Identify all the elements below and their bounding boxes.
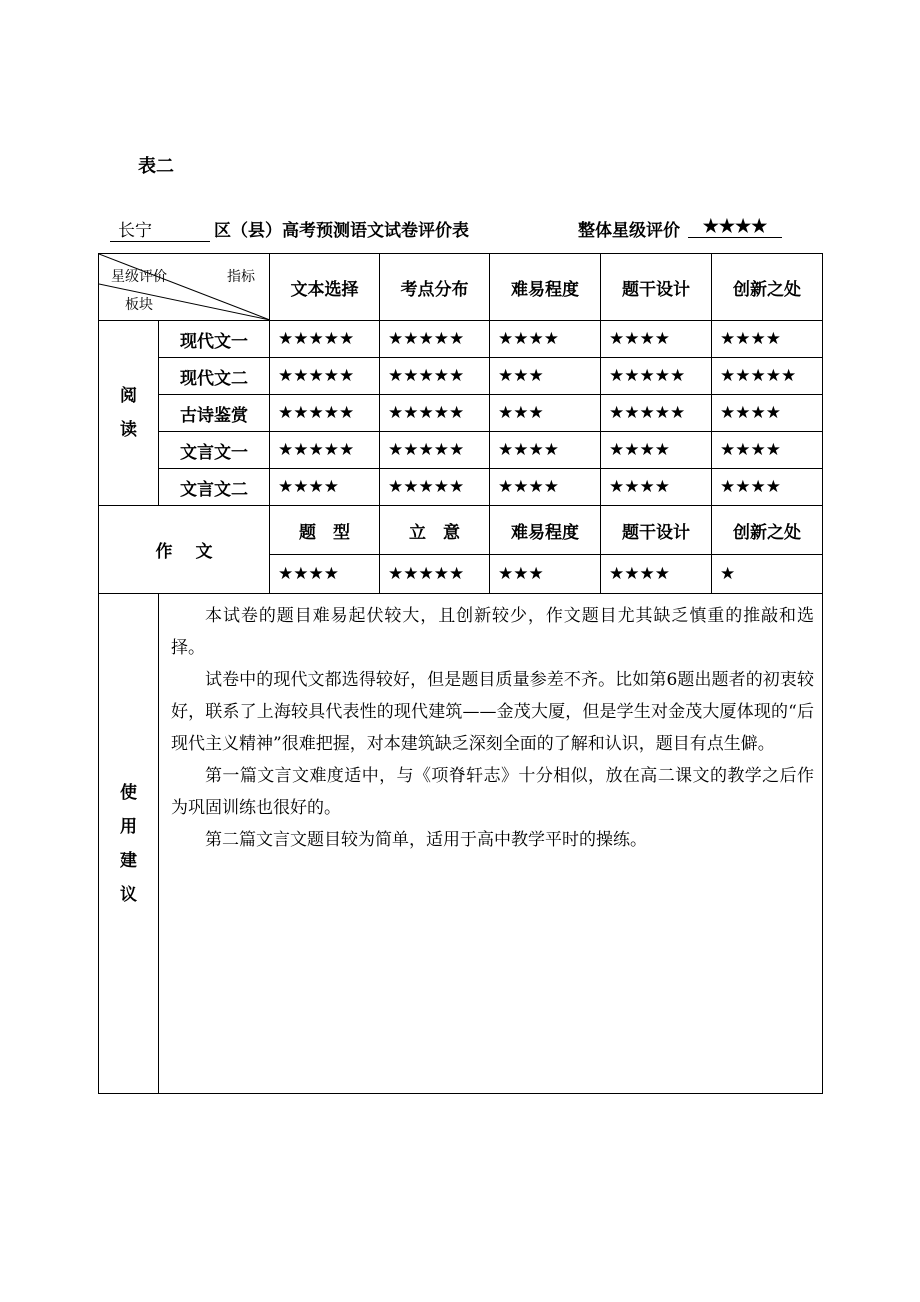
overall-rating-stars: ★★★★ xyxy=(688,216,782,238)
star-rating: ★★★★★ xyxy=(601,395,712,432)
reading-section-label: 阅 读 xyxy=(99,321,159,506)
column-header: 考点分布 xyxy=(380,254,490,321)
essay-column-header: 题干设计 xyxy=(601,506,712,555)
row-label: 现代文二 xyxy=(159,358,270,395)
column-header: 创新之处 xyxy=(712,254,823,321)
star-rating: ★★★★ xyxy=(601,321,712,358)
district-field: 长宁 xyxy=(110,216,210,242)
star-rating: ★★★★ xyxy=(712,432,823,469)
row-label: 现代文一 xyxy=(159,321,270,358)
star-rating: ★★★★ xyxy=(270,469,380,506)
star-rating: ★★★ xyxy=(490,358,601,395)
star-rating: ★★★★★ xyxy=(270,321,380,358)
star-rating: ★★★★ xyxy=(601,469,712,506)
column-header: 难易程度 xyxy=(490,254,601,321)
star-rating: ★★★★ xyxy=(712,395,823,432)
advice-paragraph: 试卷中的现代文都选得较好，但是题目质量参差不齐。比如第6题出题者的初衷较好，联系了上海较具代表性的现代建筑——金茂大厦，但是学生对金茂大厦体现的“后现代主义精神”很难把握，对本建筑缺乏深刻全面的了解和认识，题目有点生僻。 xyxy=(171,670,814,754)
star-rating: ★★★ xyxy=(490,395,601,432)
advice-paragraph: 第一篇文言文难度适中，与《项脊轩志》十分相似，放在高二课文的教学之后作为巩固训练也很好的。 xyxy=(171,766,814,818)
advice-paragraph: 本试卷的题目难易起伏较大，且创新较少，作文题目尤其缺乏慎重的推敲和选择。 xyxy=(171,606,814,658)
corner-rating-label: 星级评价 xyxy=(111,269,167,285)
star-rating: ★★★★ xyxy=(712,469,823,506)
essay-column-header: 创新之处 xyxy=(712,506,823,555)
table-row xyxy=(99,432,823,469)
star-rating: ★★★★★ xyxy=(712,358,823,395)
corner-section-label: 板块 xyxy=(125,297,153,313)
essay-column-header: 立 意 xyxy=(380,506,490,555)
star-rating: ★★★★★ xyxy=(380,358,490,395)
star-rating: ★★★★ xyxy=(601,432,712,469)
star-rating: ★★★★ xyxy=(601,555,712,594)
corner-indicator-label: 指标 xyxy=(227,269,255,285)
star-rating: ★★★★★ xyxy=(270,395,380,432)
evaluation-table xyxy=(98,253,823,1094)
essay-column-header: 题 型 xyxy=(270,506,380,555)
star-rating: ★★★★★ xyxy=(270,358,380,395)
star-rating: ★★★★ xyxy=(490,321,601,358)
table-row xyxy=(99,395,823,432)
star-rating: ★★★★ xyxy=(712,321,823,358)
star-rating: ★★★★★ xyxy=(380,395,490,432)
advice-section-label: 使 用 建 议 xyxy=(99,594,159,1094)
column-header: 题干设计 xyxy=(601,254,712,321)
row-label: 文言文二 xyxy=(159,469,270,506)
advice-text-cell xyxy=(159,594,823,1094)
form-title: 区（县）高考预测语文试卷评价表 xyxy=(214,221,469,241)
star-rating: ★ xyxy=(712,555,823,594)
star-rating: ★★★★★ xyxy=(601,358,712,395)
table-row xyxy=(99,594,823,1094)
diagonal-header-cell xyxy=(99,254,270,321)
star-rating: ★★★★★ xyxy=(380,555,490,594)
star-rating: ★★★★★ xyxy=(380,469,490,506)
advice-paragraph: 第二篇文言文题目较为简单，适用于高中教学平时的操练。 xyxy=(205,830,647,850)
column-header: 文本选择 xyxy=(270,254,380,321)
star-rating: ★★★★★ xyxy=(380,432,490,469)
table-number-label: 表二 xyxy=(138,156,174,177)
star-rating: ★★★★ xyxy=(490,432,601,469)
star-rating: ★★★★★ xyxy=(380,321,490,358)
row-label: 文言文一 xyxy=(159,432,270,469)
table-row xyxy=(99,506,823,555)
table-row xyxy=(99,321,823,358)
table-row xyxy=(99,358,823,395)
table-row xyxy=(99,469,823,506)
essay-column-header: 难易程度 xyxy=(490,506,601,555)
star-rating: ★★★★ xyxy=(490,469,601,506)
star-rating: ★★★ xyxy=(490,555,601,594)
row-label: 古诗鉴赏 xyxy=(159,395,270,432)
essay-section-label: 作 文 xyxy=(99,506,270,594)
overall-rating-label: 整体星级评价 xyxy=(578,221,680,241)
star-rating: ★★★★ xyxy=(270,555,380,594)
star-rating: ★★★★★ xyxy=(270,432,380,469)
form-headline xyxy=(110,216,790,242)
